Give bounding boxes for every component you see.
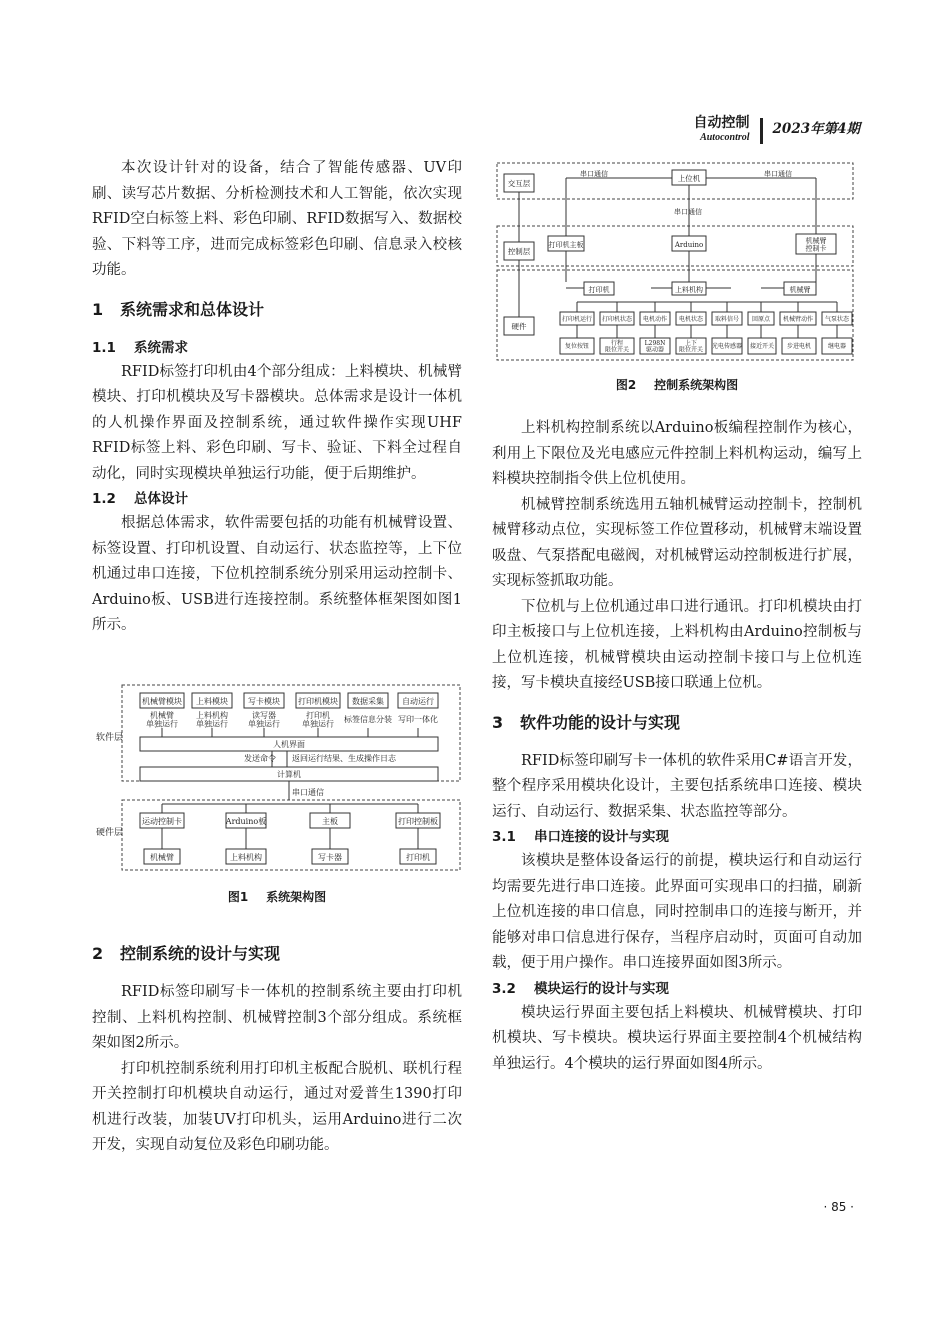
hw-label: L298N 驱动器 — [644, 340, 666, 354]
module-sub-label: 读写器单独运行 — [248, 711, 280, 729]
module-label: 机械臂模块 — [142, 697, 182, 706]
figure-2-caption — [492, 376, 862, 393]
right-column — [492, 416, 862, 1077]
module-label: 写卡模块 — [248, 697, 280, 706]
software-layer-label: 软件层 — [96, 733, 124, 743]
module-label: 上料模块 — [196, 697, 228, 706]
hw-label: 电机动作 — [642, 316, 668, 323]
hardware-row-2 — [560, 338, 852, 354]
section-1-1-heading — [92, 336, 462, 360]
controller-boxes — [140, 813, 440, 828]
figure-number: 图2 — [615, 378, 637, 392]
software-paragraph: RFID标签印刷写卡一体机的软件采用C#语言开发，整个程序采用模块化设计，主要包括系统串口连接、模块运行、自动运行、数据采集、状态监控等部分。 — [492, 752, 862, 820]
host-computer-label: 上位机 — [677, 174, 701, 183]
hw-label: 打印机运行 — [561, 316, 593, 323]
figure-title: 控制系统架构图 — [654, 378, 739, 392]
figure-2-caption-block — [492, 376, 862, 393]
hw-label: 机械臂动作 — [782, 316, 814, 323]
controller-label: 主板 — [322, 817, 338, 826]
control-system-paragraph-2: 打印机控制系统利用打印机主板配合脱机、联机行程开关控制打印机模块自动运行，通过对爱普生1390打印机进行改装，加装UV打印机头，运用Arduino进行二次开发，实现自动复位及彩色印刷功能。 — [92, 1060, 462, 1153]
hw-label: 复位按钮 — [564, 343, 590, 350]
layer-label: 控制层 — [507, 247, 531, 256]
controller-label: 打印控制板 — [398, 817, 438, 826]
section-title: 控制系统的设计与实现 — [120, 944, 281, 963]
feeder-control-paragraph: 上料机构控制系统以Arduino板编程控制作为核心，利用上下限位及光电感应元件控制上料机构运动，编写上料模块控制指令供上位机使用。 — [492, 420, 862, 487]
serial-comm-label: 串口通信 — [292, 788, 324, 797]
hw-label: 步进电机 — [786, 343, 812, 350]
hw-label: 上下限位开关 — [678, 340, 704, 354]
module-boxes — [140, 693, 438, 708]
section-title: 系统需求和总体设计 — [120, 299, 265, 319]
hw-label: 继电器 — [827, 343, 847, 350]
section-title: 串口连接的设计与实现 — [534, 829, 669, 845]
figure-2-control-architecture — [496, 162, 856, 362]
journal-header — [694, 114, 860, 144]
figure-1-system-architecture — [92, 682, 462, 872]
module-label: 数据采集 — [352, 697, 384, 706]
computer-label: 计算机 — [277, 770, 301, 779]
group-label: 打印机 — [588, 286, 610, 294]
send-command-label: 发送命令 — [244, 754, 276, 763]
figure-1-caption — [92, 888, 462, 905]
serial-connection-paragraph: 该模块是整体设备运行的前提，模块运行和自动运行均需要先进行串口连接。此界面可实现串口的扫描，刷新上位机连接的串口信息，同时控制串口的连接与断开，并能够对串口信息进行保存，当程序启动时，页面可自动加载，便于用户操作。串口连接界面如图3所示。 — [492, 853, 862, 971]
controller-label: 运动控制卡 — [142, 817, 182, 826]
hardware-row-1 — [560, 312, 852, 325]
hw-label: 电机状态 — [678, 316, 704, 323]
hw-label: 回原点 — [751, 316, 771, 323]
module-run-paragraph: 模块运行界面主要包括上料模块、机械臂模块、打印机模块、写卡模块。模块运行界面主要控制4个机械结构单独运行。4个模块的运行界面如图4所示。 — [492, 1004, 862, 1072]
serial-mid-label: 串口通信 — [674, 208, 702, 216]
section-3-2-heading — [492, 977, 862, 1001]
module-sub-label: 机械臂单独运行 — [146, 711, 178, 729]
module-sub-label: 打印机单独运行 — [302, 711, 334, 729]
layer-label: 硬件 — [511, 322, 527, 331]
section-number: 1.2 — [92, 491, 116, 507]
arduino-label: Arduino — [674, 241, 704, 249]
section-3-1-heading — [492, 825, 862, 849]
intro-paragraph: 本次设计针对的设备，结合了智能传感器、UV印刷、读写芯片数据、分析检测技术和人工智能，依次实现RFID空白标签上料、彩色印刷、RFID数据写入、数据校验、下料等工序，进而完成标签彩色印刷、信息录入校核功能。 — [92, 160, 462, 278]
hw-label: 接近开关 — [749, 343, 775, 350]
section-title: 系统需求 — [134, 339, 188, 356]
printer-board-label: 打印机主板 — [548, 241, 584, 249]
device-label: 写卡器 — [318, 853, 342, 862]
device-boxes — [144, 849, 436, 864]
module-label: 打印机模块 — [298, 697, 338, 706]
group-label: 机械臂 — [789, 286, 811, 294]
section-number: 1 — [92, 299, 104, 319]
serial-left-label: 串口通信 — [580, 170, 608, 178]
journal-name-en: Autocontrol — [700, 132, 750, 143]
journal-brand — [694, 114, 750, 144]
figure-title: 系统架构图 — [266, 890, 327, 904]
left-column-lower — [92, 942, 462, 1159]
hw-label: 取料信号 — [714, 316, 740, 323]
overall-design-paragraph: 根据总体需求，软件需要包括的功能有机械臂设置、标签设置、打印机设置、自动运行、状态监控等，上下位机通过串口连接，下位机控制系统分别采用运动控制卡、Arduino板、USB进行连接控制。系统整体框架图如图1所示。 — [92, 515, 462, 633]
figure-number: 图1 — [227, 890, 249, 904]
arm-control-paragraph: 机械臂控制系统选用五轴机械臂运动控制卡，控制机械臂移动点位，实现标签工作位置移动，机械臂末端设置吸盘、气泵搭配电磁阀，对机械臂运动控制板进行扩展，实现标签抓取功能。 — [492, 496, 862, 589]
section-number: 3 — [492, 712, 504, 732]
section-title: 模块运行的设计与实现 — [534, 980, 669, 997]
hw-label: 打印机状态 — [601, 316, 633, 323]
section-1-2-heading — [92, 487, 462, 511]
controller-connectors — [162, 804, 418, 849]
section-title: 总体设计 — [134, 491, 188, 507]
section-number: 3.2 — [492, 980, 516, 997]
section-title: 软件功能的设计与实现 — [520, 712, 681, 732]
section-3-heading — [492, 711, 862, 735]
requirements-paragraph: RFID标签打印机由4个部分组成：上料模块、机械臂模块、打印机模块及写卡器模块。总体需求是设计一体机的人机操作界面及控制系统，通过软件操作实现UHF RFID标签上料、彩色印刷、写卡、验证、下料全过程自动化，同时实现模块单独运行功能，便于后期维护。 — [92, 363, 462, 482]
group-label: 上料机构 — [675, 286, 703, 294]
section-number: 3.1 — [492, 829, 516, 845]
journal-issue: 2023年第4期 — [772, 121, 860, 137]
hmi-label: 人机界面 — [273, 740, 305, 749]
section-number: 2 — [92, 944, 104, 963]
module-label: 自动运行 — [402, 697, 434, 706]
journal-name-cn: 自动控制 — [693, 115, 750, 131]
hw-label: 行程限位开关 — [604, 340, 630, 354]
device-label: 机械臂 — [150, 853, 174, 862]
module-sub-label: 上料机构单独运行 — [196, 711, 228, 729]
section-1-heading — [92, 298, 462, 322]
hw-label: 光电传感器 — [711, 343, 743, 350]
left-column — [92, 156, 462, 639]
layer-label: 交互层 — [507, 179, 531, 188]
return-log-label: 返回运行结果、生成操作日志 — [292, 754, 396, 763]
section-number: 1.1 — [92, 339, 116, 356]
hw-label: 气泵状态 — [824, 316, 850, 323]
module-sub-label: 写印一体化 — [398, 715, 438, 724]
communication-paragraph: 下位机与上位机通过串口进行通讯。打印机模块由打印主板接口与上位机连接，上料机构由Arduino控制板与上位机连接，机械臂模块由运动控制卡接口与上位机连接，写卡模块直接经USB接口联通上位机。 — [492, 598, 862, 691]
arm-card-label: 机械臂控制卡 — [805, 237, 827, 253]
module-sub-labels — [146, 710, 438, 728]
hardware-layer-label: 硬件层 — [96, 828, 124, 838]
device-label: 上料机构 — [230, 853, 262, 862]
section-2-heading — [92, 942, 462, 966]
serial-right-label: 串口通信 — [764, 170, 792, 178]
module-sub-label: 标签信息分装 — [344, 715, 392, 724]
controller-label: Arduino板 — [225, 817, 267, 826]
device-label: 打印机 — [406, 853, 430, 862]
control-system-paragraph-1: RFID标签印刷写卡一体机的控制系统主要由打印机控制、上料机构控制、机械臂控制3个部分组成。系统框架如图2所示。 — [92, 984, 462, 1051]
figure-1-caption-block — [92, 888, 462, 905]
module-arrows — [162, 728, 418, 737]
page-number: · 85 · — [823, 1200, 854, 1214]
header-divider — [760, 118, 763, 144]
